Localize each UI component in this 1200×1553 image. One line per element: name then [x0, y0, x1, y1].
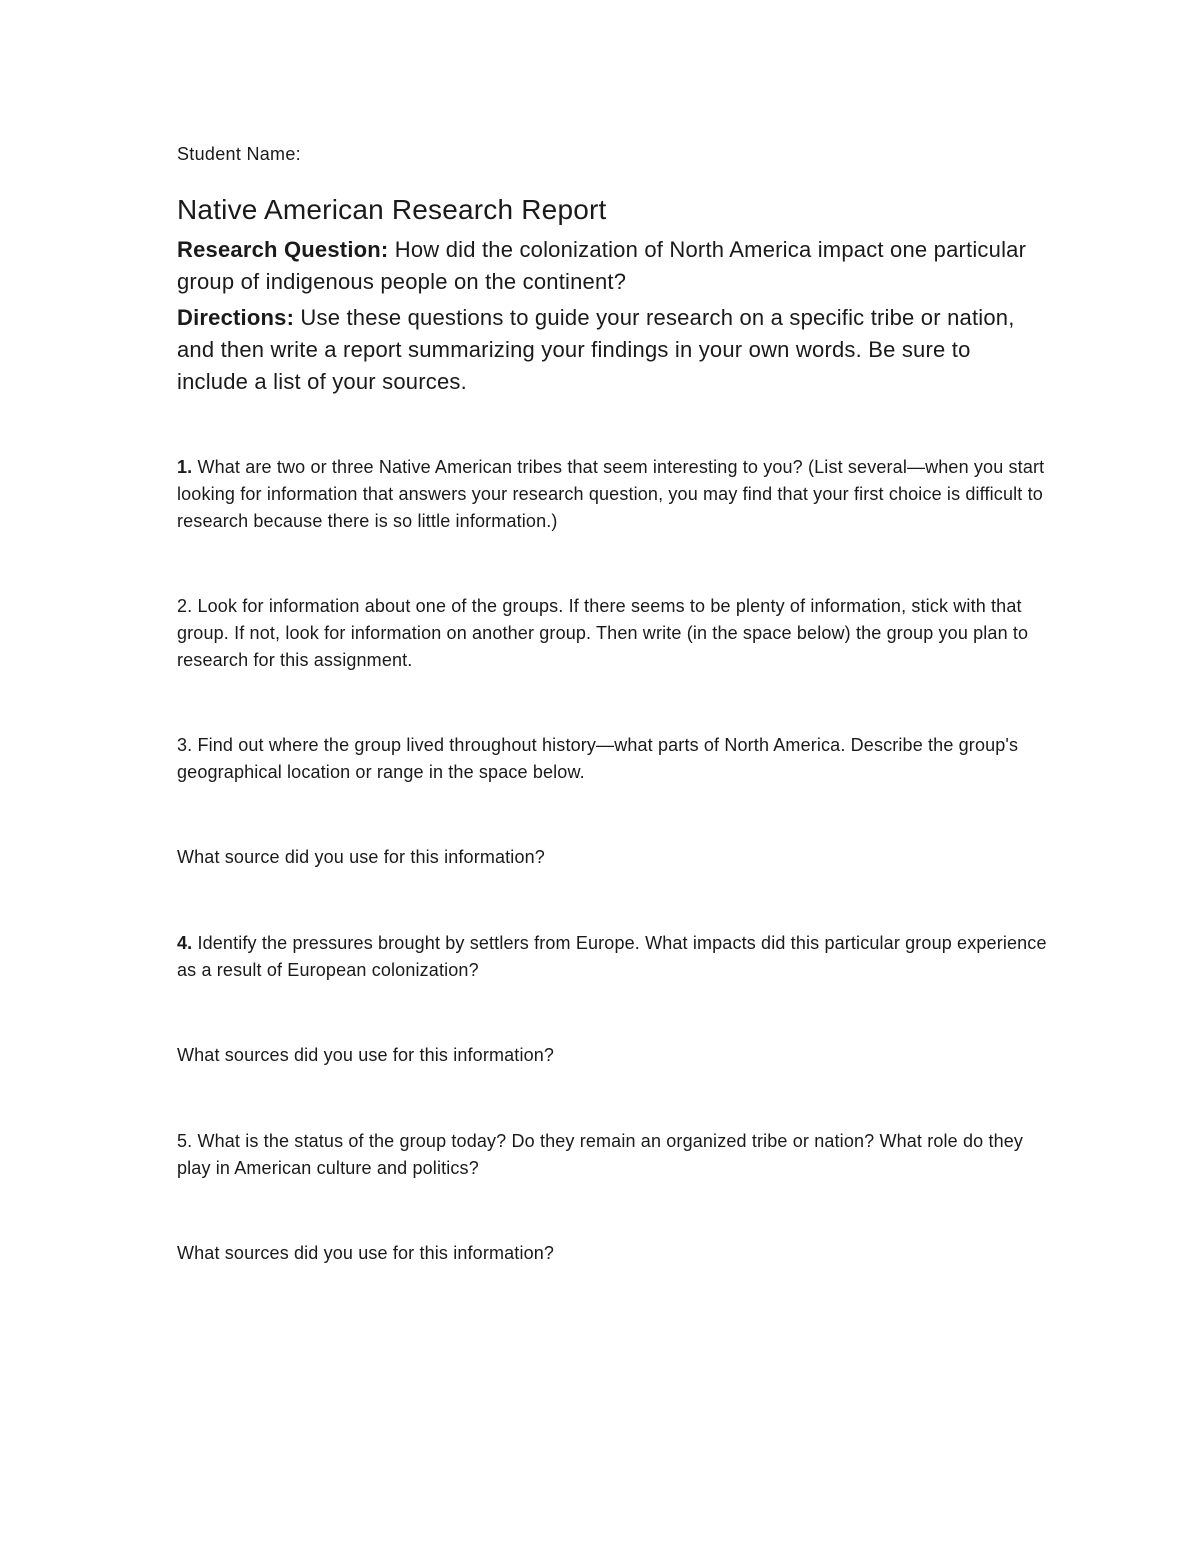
question-2 [177, 593, 1047, 674]
research-question [177, 234, 1047, 298]
question-4 [177, 930, 1047, 984]
research-question-label: Research Question: [177, 237, 389, 262]
question-3-source-prompt: What source did you use for this information? [177, 847, 545, 867]
question-5-source-prompt: What sources did you use for this information? [177, 1243, 555, 1263]
question-4-text: Identify the pressures brought by settlers from Europe. What impacts did this particular group experience as a result of European colonization? [177, 933, 1047, 980]
question-2-number: 2. [177, 596, 193, 616]
question-4-number: 4. [177, 933, 193, 953]
page-title: Native American Research Report [177, 194, 607, 225]
student-name-label: Student Name: [177, 144, 301, 164]
question-1-text: What are two or three Native American tribes that seem interesting to you? (List several—when you start looking for information that answers your research question, you may find that your first choice is difficult to research because there is so little information.) [177, 457, 1045, 531]
question-3 [177, 732, 1047, 786]
question-3-text: Find out where the group lived throughout history—what parts of North America. Describe the group's geographical location or range in the space below. [177, 735, 1019, 782]
question-5-number: 5. [177, 1131, 193, 1151]
question-1 [177, 454, 1047, 535]
question-5-text: What is the status of the group today? Do they remain an organized tribe or nation? What role do they play in American culture and politics? [177, 1131, 1024, 1178]
question-5 [177, 1128, 1047, 1182]
directions-label: Directions: [177, 305, 295, 330]
directions [177, 302, 1047, 398]
directions-text: Use these questions to guide your research on a specific tribe or nation, and then write a report summarizing your findings in your own words. Be sure to include a list of your sources. [177, 305, 1015, 394]
question-4-source-prompt: What sources did you use for this information? [177, 1045, 555, 1065]
question-1-number: 1. [177, 457, 193, 477]
research-question-text: How did the colonization of North America impact one particular group of indigenous people on the continent? [177, 237, 1027, 294]
document-content [177, 140, 1047, 1267]
question-3-number: 3. [177, 735, 193, 755]
question-2-text: Look for information about one of the groups. If there seems to be plenty of information, stick with that group. If not, look for information on another group. Then write (in the space below) the group you plan to research for this assignment. [177, 596, 1029, 670]
